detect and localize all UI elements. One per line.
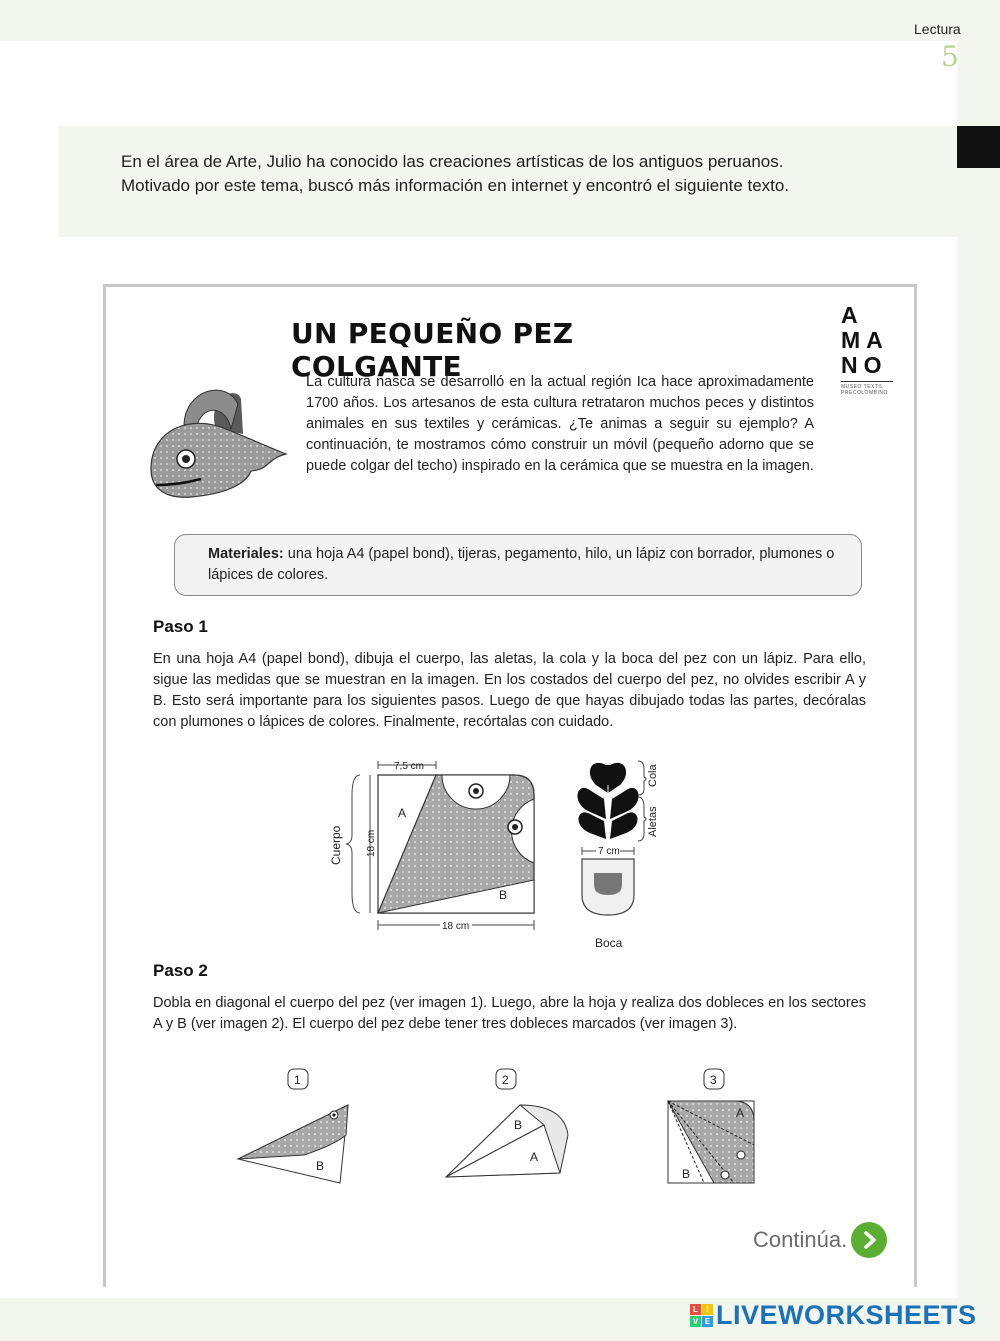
document-title: UN PEQUEÑO PEZ COLGANTE [291, 317, 574, 383]
materials-text [208, 544, 848, 586]
fig1-label-b: B [499, 888, 508, 902]
dim-bottom-label: 18 cm [442, 921, 470, 932]
logo-line-2: MA [841, 327, 889, 353]
top-band [0, 0, 1000, 41]
materials-label: Materiales: [208, 546, 284, 562]
materials-list: una hoja A4 (papel bond), tijeras, pegamento, hilo, un lápiz con borrador, plumones o lápices de colores. [208, 546, 835, 583]
step-1-text: En una hoja A4 (papel bond), dibuja el cuerpo, las aletas, la cola y la boca del pez con un lápiz. Para ello, sigue las medidas que se muestran en la imagen. En los costados del cuerpo del pez, no olvides escribir A y B. Esto será importante para los siguientes pasos. Luego de que hayas dibujado todas las partes, decóralas con plumones o lápices de colores. Finalmente, recórtalas con cuidado. [153, 651, 866, 730]
materials-box [174, 534, 862, 596]
section-label: Lectura [914, 21, 961, 37]
dim-mouth-label: 7 cm [598, 846, 620, 857]
step-1-title: Paso 1 [153, 617, 208, 636]
label-boca: Boca [595, 936, 623, 950]
fold-number-1: 1 [294, 1073, 301, 1087]
fold2-label-a: A [530, 1150, 539, 1164]
label-aletas: Aletas [647, 806, 659, 837]
logo-line-3: NO [841, 352, 888, 378]
section-number: 5 [941, 40, 959, 73]
fold-number-2: 2 [502, 1073, 509, 1087]
fold3-label-a: A [736, 1106, 745, 1120]
fold2-label-b: B [514, 1118, 523, 1132]
amano-logo [841, 303, 901, 396]
step-2-figure [234, 1065, 764, 1195]
continue-link[interactable] [753, 1222, 887, 1258]
fold-number-3: 3 [710, 1073, 717, 1087]
continue-label: Continúa. [753, 1227, 848, 1252]
nasca-fish-ceramic-illustration [146, 359, 296, 504]
fold-step-1 [238, 1069, 348, 1183]
fins-and-tail [577, 763, 638, 843]
fold3-label-b: B [682, 1167, 691, 1181]
brand-text: LIVEWORKSHEETS [716, 1300, 977, 1330]
label-cola: Cola [647, 764, 659, 787]
intro-line-1: En el área de Arte, Julio ha conocido las creaciones artísticas de los antiguos peruanos. [121, 152, 784, 171]
liveworksheets-brand [690, 1300, 977, 1331]
intro-paragraph: La cultura nasca se desarrolló en la actual región Ica hace aproximadamente 1700 años. Los artesanos de esta cultura retrataron muchos peces y distintos animales en sus textiles y cerámicas. ¿Te animas a seguir su ejemplo? A continuación, te mostramos cómo construir un móvil (pequeño adorno que se puede colgar del techo) inspirado en la cerámica que se muestra en la imagen. [306, 374, 814, 474]
logo-subtitle: MUSEO TEXTIL PRECOLOMBINO [841, 381, 893, 396]
step-2-title: Paso 2 [153, 961, 208, 980]
fold1-label-b: B [316, 1159, 325, 1173]
liveworksheets-logo-icon: L I V E [690, 1304, 713, 1327]
logo-line-1: A [841, 302, 864, 328]
fold-step-2 [446, 1069, 568, 1177]
step-1-figure [316, 755, 676, 955]
page-tab-marker [957, 126, 1000, 168]
dim-left-label: 18 cm [366, 829, 377, 857]
label-cuerpo: Cuerpo [329, 825, 343, 865]
fig1-label-a: A [398, 806, 407, 820]
fold-step-3 [668, 1069, 754, 1183]
intro-box [59, 126, 957, 237]
intro-line-2: Motivado por este tema, buscó más información en internet y encontró el siguiente texto. [121, 176, 790, 195]
right-band [957, 0, 1000, 1341]
step-2-text: Dobla en diagonal el cuerpo del pez (ver imagen 1). Luego, abre la hoja y realiza dos dobleces en los sectores A y B (ver imagen 2). El cuerpo del pez debe tener tres dobleces marcados (ver imagen 3). [153, 995, 866, 1032]
intro-text [121, 150, 921, 198]
reading-document [103, 284, 917, 1287]
chevron-right-icon[interactable] [851, 1222, 887, 1258]
dim-top-label: 7,5 cm [394, 761, 425, 772]
